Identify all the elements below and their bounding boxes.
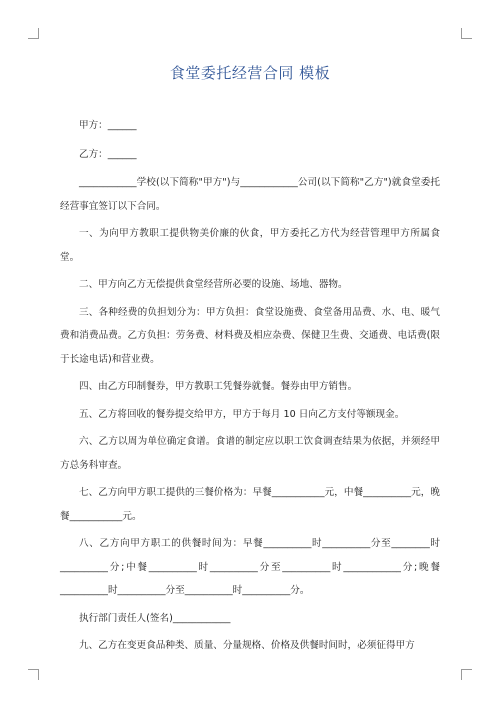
- clause-7: 七、乙方向甲方职工提供的三餐价格为：早餐___________元，中餐__________元，晚餐___________元。: [60, 487, 440, 522]
- crop-mark-bottom-right: [461, 669, 472, 680]
- crop-mark-top-left: [28, 28, 39, 39]
- clause-8: 八、乙方向甲方职工的供餐时间为：早餐__________时__________分至________时__________分;中餐__________时__________分至__________时____________分;晚餐__________时__________分至__________时__________分。: [60, 538, 440, 596]
- crop-mark-top-right: [461, 28, 472, 39]
- intro-paragraph: ____________学校(以下简称"甲方")与____________公司(以下简称"乙方")就食堂委托经营事宜签订以下合同。: [60, 177, 440, 212]
- crop-mark-bottom-left: [28, 669, 39, 680]
- clause-2: 二、甲方向乙方无偿提供食堂经营所必要的设施、场地、器物。: [79, 279, 348, 290]
- signature-line: 执行部门责任人(签名)____________: [79, 612, 231, 624]
- clause-9: 九、乙方在变更食品种类、质量、分量规格、价格及供餐时间时，必须征得甲方: [79, 640, 415, 651]
- document-title: 食堂委托经营合同 模板: [169, 64, 331, 82]
- document-body: [60, 114, 440, 662]
- clause-6: 六、乙方以周为单位确定食谱。食谱的制定应以职工饮食调查结果为依据，并须经甲方总务科审查。: [60, 436, 440, 471]
- clause-1: 一、为向甲方教职工提供物美价廉的伙食，甲方委托乙方代为经营管理甲方所属食堂。: [60, 228, 440, 263]
- clause-3: 三、各种经费的负担划分为：甲方负担：食堂设施费、食堂备用品费、水、电、暖气费和消费品费。乙方负担：劳务费、材料费及相应杂费、保健卫生费、交通费、电话费(限于长途电话)和营业费。: [60, 306, 440, 365]
- party-b-line: 乙方：______: [79, 148, 137, 160]
- clause-5: 五、乙方将回收的餐券提交给甲方，甲方于每月 10 日向乙方支付等额现金。: [79, 408, 405, 420]
- clause-4: 四、由乙方印制餐券，甲方教职工凭餐券就餐。餐券由甲方销售。: [79, 381, 358, 392]
- party-a-line: 甲方：______: [79, 120, 137, 131]
